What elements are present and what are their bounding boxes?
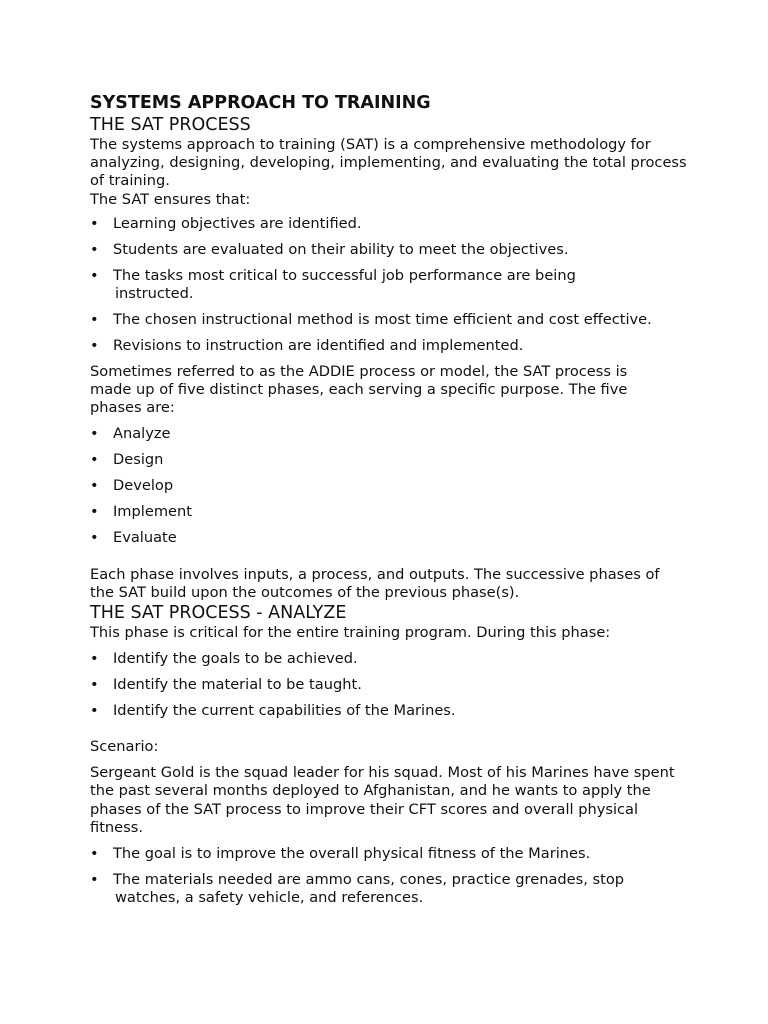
list-item: • Identify the material to be taught. [90, 676, 362, 694]
list-item: • Analyze [90, 425, 171, 443]
sat-ensures-lead: The SAT ensures that: [90, 190, 251, 208]
phases-list [90, 425, 690, 547]
list-item: • Design [90, 451, 164, 469]
scenario-label: Scenario: [90, 738, 159, 756]
list-item: • Students are evaluated on their ability to meet the objectives. [90, 240, 569, 258]
list-item: • Identify the goals to be achieved. [90, 650, 358, 668]
addie-paragraph: Sometimes referred to as the ADDIE process or model, the SAT process is made up of five distinct phases, each serving a specific purpose. The five phases are: [90, 363, 628, 417]
bullet-icon: • [90, 240, 99, 258]
scenario-list [90, 845, 690, 907]
bullet-icon: • [90, 702, 99, 720]
list-item: • Develop [90, 477, 174, 495]
list-item: • The chosen instructional method is most time efficient and cost effective. [90, 311, 652, 329]
list-item: • Revisions to instruction are identified and implemented. [90, 337, 524, 355]
bullet-icon: • [90, 451, 99, 469]
scenario-paragraph: Sergeant Gold is the squad leader for his squad. Most of his Marines have spent the past several months deployed to Afghanistan, and he wants to apply the phases of the SAT process to improve their CFT scores and overall physical fitness. [90, 764, 675, 836]
bullet-icon: • [90, 425, 99, 443]
bullet-icon: • [90, 503, 99, 521]
list-item: • Identify the current capabilities of the Marines. [90, 702, 456, 720]
bullet-icon: • [90, 214, 99, 232]
bullet-icon: • [90, 844, 99, 862]
list-item: • The materials needed are ammo cans, cones, practice grenades, stop watches, a safety vehicle, and references. [90, 870, 625, 907]
analyze-list [90, 650, 690, 720]
document-page [90, 92, 690, 915]
bullet-icon: • [90, 870, 99, 888]
section-heading-analyze: THE SAT PROCESS - ANALYZE [90, 603, 347, 624]
bullet-icon: • [90, 311, 99, 329]
bullet-icon: • [90, 650, 99, 668]
section-heading-sat-process: THE SAT PROCESS [90, 115, 251, 135]
analyze-intro: This phase is critical for the entire training program. During this phase: [90, 624, 611, 642]
bullet-icon: • [90, 529, 99, 547]
sat-intro-paragraph: The systems approach to training (SAT) is a comprehensive methodology for analyzing, designing, developing, implementing, and evaluating the total process of training. [90, 136, 687, 190]
list-item: • The goal is to improve the overall physical fitness of the Marines. [90, 844, 591, 862]
list-item: • Learning objectives are identified. [90, 214, 362, 232]
list-item: • Implement [90, 503, 192, 521]
bullet-icon: • [90, 337, 99, 355]
document-title: SYSTEMS APPROACH TO TRAINING [90, 93, 431, 113]
bullet-icon: • [90, 266, 99, 284]
bullet-icon: • [90, 477, 99, 495]
sat-ensures-list [90, 215, 690, 355]
bullet-icon: • [90, 676, 99, 694]
list-item: • The tasks most critical to successful job performance are being instructed. [90, 266, 576, 303]
list-item: • Evaluate [90, 529, 177, 547]
phase-paragraph: Each phase involves inputs, a process, and outputs. The successive phases of the SAT build upon the outcomes of the previous phase(s). [90, 565, 660, 601]
